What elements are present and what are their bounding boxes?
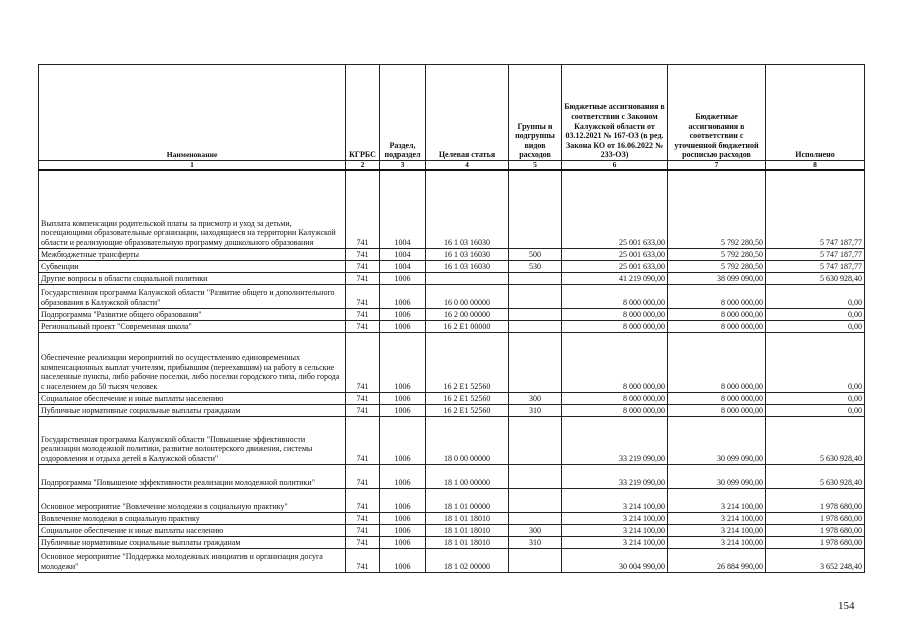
row-group (509, 488, 562, 512)
row-law: 3 214 100,00 (562, 488, 668, 512)
row-kgrbs: 741 (346, 524, 380, 536)
header-refined: Бюджетные ассигнования в соответствии с уточненной бюджетной росписью расходов (668, 65, 766, 161)
row-name: Подпрограмма "Повышение эффективности реализации молодежной политики" (39, 464, 346, 488)
row-law: 3 214 100,00 (562, 512, 668, 524)
row-executed: 0,00 (766, 332, 865, 392)
row-kgrbs: 741 (346, 248, 380, 260)
row-name: Другие вопросы в области социальной политики (39, 272, 346, 284)
row-executed: 0,00 (766, 404, 865, 416)
column-number: 8 (766, 161, 865, 171)
row-section: 1006 (380, 512, 426, 524)
row-refined: 8 000 000,00 (668, 332, 766, 392)
row-group: 530 (509, 260, 562, 272)
row-name: Вовлечение молодежи в социальную практику (39, 512, 346, 524)
row-kgrbs: 741 (346, 170, 380, 248)
row-name: Подпрограмма "Развитие общего образования" (39, 308, 346, 320)
row-target: 18 1 00 00000 (426, 464, 509, 488)
header-law: Бюджетные ассигнования в соответствии с Законом Калужской области от 03.12.2021 № 167-ОЗ (в ред. Закона КО от 16.06.2022 № 233-ОЗ) (562, 65, 668, 161)
row-group (509, 308, 562, 320)
table-row (39, 512, 865, 524)
row-target: 18 0 00 00000 (426, 416, 509, 464)
row-name: Публичные нормативные социальные выплаты гражданам (39, 536, 346, 548)
row-law: 33 219 090,00 (562, 416, 668, 464)
row-group (509, 416, 562, 464)
row-section: 1006 (380, 272, 426, 284)
row-refined: 3 214 100,00 (668, 488, 766, 512)
column-number: 2 (346, 161, 380, 171)
table-row (39, 548, 865, 572)
row-law: 25 001 633,00 (562, 170, 668, 248)
row-executed: 0,00 (766, 392, 865, 404)
column-number: 7 (668, 161, 766, 171)
row-law: 3 214 100,00 (562, 536, 668, 548)
row-executed: 0,00 (766, 308, 865, 320)
row-name: Публичные нормативные социальные выплаты гражданам (39, 404, 346, 416)
row-name: Государственная программа Калужской области "Повышение эффективности реализации молодежной политики, развитие волонтерского движения, системы оздоровления и отдыха детей в Калужской области" (39, 416, 346, 464)
row-group (509, 548, 562, 572)
row-refined: 5 792 280,50 (668, 260, 766, 272)
table-row (39, 170, 865, 248)
row-law: 25 001 633,00 (562, 260, 668, 272)
row-section: 1006 (380, 536, 426, 548)
row-executed: 5 747 187,77 (766, 248, 865, 260)
row-target: 16 2 E1 52560 (426, 332, 509, 392)
row-kgrbs: 741 (346, 404, 380, 416)
column-number: 5 (509, 161, 562, 171)
column-number: 3 (380, 161, 426, 171)
row-target: 16 2 E1 00000 (426, 320, 509, 332)
table-row (39, 524, 865, 536)
row-executed: 0,00 (766, 284, 865, 308)
header-name: Наименование (39, 65, 346, 161)
table-row (39, 464, 865, 488)
row-kgrbs: 741 (346, 284, 380, 308)
row-law: 8 000 000,00 (562, 404, 668, 416)
row-executed: 1 978 680,00 (766, 488, 865, 512)
row-group: 310 (509, 536, 562, 548)
row-name: Межбюджетные трансферты (39, 248, 346, 260)
header-groups: Группы и подгруппы видов расходов (509, 65, 562, 161)
row-kgrbs: 741 (346, 392, 380, 404)
budget-table (38, 64, 865, 573)
row-executed: 5 630 928,40 (766, 272, 865, 284)
header-kgrbs: КГРБС (346, 65, 380, 161)
table-row (39, 272, 865, 284)
row-refined: 5 792 280,50 (668, 170, 766, 248)
table-row (39, 488, 865, 512)
row-kgrbs: 741 (346, 488, 380, 512)
row-section: 1006 (380, 548, 426, 572)
table-row (39, 332, 865, 392)
row-target (426, 272, 509, 284)
row-executed: 1 978 680,00 (766, 512, 865, 524)
table-row (39, 404, 865, 416)
column-number: 4 (426, 161, 509, 171)
row-kgrbs: 741 (346, 464, 380, 488)
row-refined: 3 214 100,00 (668, 524, 766, 536)
row-group (509, 284, 562, 308)
row-law: 3 214 100,00 (562, 524, 668, 536)
column-number-row (39, 161, 865, 171)
row-target: 18 1 01 00000 (426, 488, 509, 512)
row-executed: 3 652 248,40 (766, 548, 865, 572)
row-executed: 5 747 187,77 (766, 170, 865, 248)
row-group: 300 (509, 392, 562, 404)
row-law: 41 219 090,00 (562, 272, 668, 284)
row-name: Основное мероприятие "Поддержка молодежных инициатив и организация досуга молодежи" (39, 548, 346, 572)
row-section: 1004 (380, 170, 426, 248)
row-group (509, 332, 562, 392)
row-refined: 8 000 000,00 (668, 392, 766, 404)
row-refined: 3 214 100,00 (668, 536, 766, 548)
row-refined: 8 000 000,00 (668, 284, 766, 308)
row-group (509, 512, 562, 524)
row-target: 16 2 E1 52560 (426, 404, 509, 416)
row-refined: 30 099 090,00 (668, 464, 766, 488)
row-target: 16 1 03 16030 (426, 170, 509, 248)
row-kgrbs: 741 (346, 536, 380, 548)
column-number: 1 (39, 161, 346, 171)
row-kgrbs: 741 (346, 416, 380, 464)
row-law: 8 000 000,00 (562, 392, 668, 404)
row-group: 300 (509, 524, 562, 536)
row-executed: 5 630 928,40 (766, 416, 865, 464)
row-executed: 5 747 187,77 (766, 260, 865, 272)
row-kgrbs: 741 (346, 512, 380, 524)
row-executed: 5 630 928,40 (766, 464, 865, 488)
row-section: 1006 (380, 524, 426, 536)
row-name: Социальное обеспечение и иные выплаты населению (39, 392, 346, 404)
header-section: Раздел, подраздел (380, 65, 426, 161)
header-target: Целевая статья (426, 65, 509, 161)
row-name: Региональный проект "Современная школа" (39, 320, 346, 332)
row-name: Выплата компенсации родительской платы за присмотр и уход за детьми, посещающими образовательные организации, находящиеся на территории Калужской области и реализующие образовательную программу дошкольного образования (39, 170, 346, 248)
row-section: 1006 (380, 392, 426, 404)
row-section: 1006 (380, 416, 426, 464)
row-section: 1004 (380, 248, 426, 260)
row-target: 18 1 02 00000 (426, 548, 509, 572)
row-target: 18 1 01 18010 (426, 536, 509, 548)
row-section: 1006 (380, 404, 426, 416)
row-kgrbs: 741 (346, 332, 380, 392)
table-row (39, 308, 865, 320)
row-law: 33 219 090,00 (562, 464, 668, 488)
row-refined: 8 000 000,00 (668, 404, 766, 416)
row-refined: 30 099 090,00 (668, 416, 766, 464)
row-section: 1006 (380, 284, 426, 308)
row-law: 30 004 990,00 (562, 548, 668, 572)
row-refined: 26 884 990,00 (668, 548, 766, 572)
row-section: 1006 (380, 488, 426, 512)
row-law: 25 001 633,00 (562, 248, 668, 260)
row-group (509, 464, 562, 488)
row-section: 1006 (380, 332, 426, 392)
table-row (39, 392, 865, 404)
table-row (39, 248, 865, 260)
row-kgrbs: 741 (346, 308, 380, 320)
row-law: 8 000 000,00 (562, 320, 668, 332)
row-executed: 0,00 (766, 320, 865, 332)
row-law: 8 000 000,00 (562, 308, 668, 320)
row-refined: 8 000 000,00 (668, 308, 766, 320)
row-section: 1006 (380, 464, 426, 488)
row-refined: 8 000 000,00 (668, 320, 766, 332)
table-row (39, 260, 865, 272)
row-target: 16 2 E1 52560 (426, 392, 509, 404)
row-group: 310 (509, 404, 562, 416)
row-target: 16 1 03 16030 (426, 260, 509, 272)
row-name: Основное мероприятие "Вовлечение молодежи в социальную практику" (39, 488, 346, 512)
row-name: Обеспечение реализации мероприятий по осуществлению единовременных компенсационных выплат учителям, прибывшим (переехавшим) на работу в сельские населенные пункты, либо рабочие поселки, либо поселки городского типа, либо города с населением до 50 тысяч человек (39, 332, 346, 392)
row-kgrbs: 741 (346, 548, 380, 572)
row-name: Субвенции (39, 260, 346, 272)
row-group (509, 170, 562, 248)
table-row (39, 320, 865, 332)
row-kgrbs: 741 (346, 260, 380, 272)
row-name: Государственная программа Калужской области "Развитие общего и дополнительного образования в Калужской области" (39, 284, 346, 308)
row-law: 8 000 000,00 (562, 332, 668, 392)
row-executed: 1 978 680,00 (766, 524, 865, 536)
row-target: 18 1 01 18010 (426, 512, 509, 524)
row-group: 500 (509, 248, 562, 260)
table-header-row (39, 65, 865, 161)
row-refined: 38 099 090,00 (668, 272, 766, 284)
table-row (39, 416, 865, 464)
row-refined: 3 214 100,00 (668, 512, 766, 524)
row-target: 16 1 03 16030 (426, 248, 509, 260)
row-target: 16 0 00 00000 (426, 284, 509, 308)
row-law: 8 000 000,00 (562, 284, 668, 308)
row-refined: 5 792 280,50 (668, 248, 766, 260)
row-name: Социальное обеспечение и иные выплаты населению (39, 524, 346, 536)
page-number: 154 (838, 600, 855, 612)
row-section: 1006 (380, 320, 426, 332)
row-section: 1006 (380, 308, 426, 320)
row-group (509, 272, 562, 284)
table-row (39, 536, 865, 548)
row-section: 1004 (380, 260, 426, 272)
table-row (39, 284, 865, 308)
row-executed: 1 978 680,00 (766, 536, 865, 548)
column-number: 6 (562, 161, 668, 171)
row-kgrbs: 741 (346, 272, 380, 284)
row-target: 16 2 00 00000 (426, 308, 509, 320)
row-target: 18 1 01 18010 (426, 524, 509, 536)
header-executed: Исполнено (766, 65, 865, 161)
row-group (509, 320, 562, 332)
row-kgrbs: 741 (346, 320, 380, 332)
